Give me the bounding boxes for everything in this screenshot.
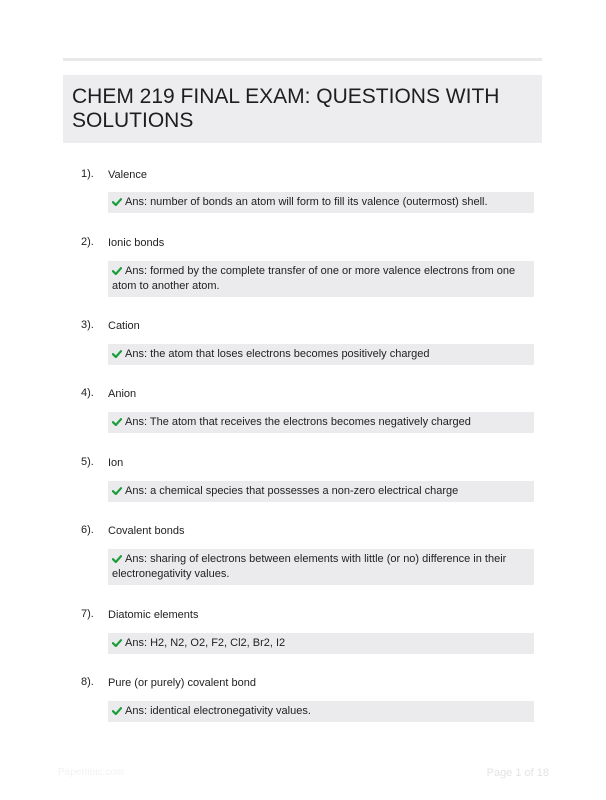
question-term: Valence bbox=[108, 169, 147, 181]
answer-text: Ans: The atom that receives the electrons becomes negatively charged bbox=[125, 416, 471, 428]
answer-text: Ans: the atom that loses electrons becomes positively charged bbox=[125, 348, 430, 360]
page-number: Page 1 of 18 bbox=[486, 767, 549, 779]
question-term: Covalent bonds bbox=[108, 525, 185, 537]
answer-text: Ans: identical electronegativity values. bbox=[125, 705, 311, 717]
answer-text: Ans: H2, N2, O2, F2, Cl2, Br2, I2 bbox=[125, 637, 286, 649]
question-term: Pure (or purely) covalent bond bbox=[108, 677, 256, 689]
question-term: Cation bbox=[108, 320, 140, 332]
answer-box bbox=[108, 261, 534, 297]
question-number: 4). bbox=[81, 387, 94, 399]
question-term: Ionic bonds bbox=[108, 237, 165, 249]
check-icon bbox=[112, 198, 122, 206]
question-number: 3). bbox=[81, 319, 94, 331]
answer-box bbox=[108, 549, 534, 585]
check-icon bbox=[112, 707, 122, 715]
question-number: 5). bbox=[81, 456, 94, 468]
question-number: 8). bbox=[81, 676, 94, 688]
page-title: CHEM 219 FINAL EXAM: QUESTIONS WITH SOLUTIONS bbox=[72, 85, 500, 132]
check-icon bbox=[112, 267, 122, 275]
answer-box bbox=[108, 701, 534, 722]
question-number: 6). bbox=[81, 524, 94, 536]
check-icon bbox=[112, 418, 122, 426]
check-icon bbox=[112, 639, 122, 647]
answer-box bbox=[108, 481, 534, 502]
answer-text: Ans: sharing of electrons between elements with little (or no) difference in their electronegativity values. bbox=[112, 553, 507, 580]
question-term: Ion bbox=[108, 457, 124, 469]
answer-box bbox=[108, 412, 534, 433]
question-term: Anion bbox=[108, 388, 137, 400]
check-icon bbox=[112, 350, 122, 358]
answer-box bbox=[108, 192, 534, 213]
check-icon bbox=[112, 555, 122, 563]
footer-site-watermark: Papertibic.com bbox=[58, 767, 125, 778]
answer-text: Ans: formed by the complete transfer of one or more valence electrons from one atom to another atom. bbox=[112, 265, 516, 292]
answer-box bbox=[108, 633, 534, 654]
question-number: 7). bbox=[81, 608, 94, 620]
question-number: 1). bbox=[81, 168, 94, 180]
question-term: Diatomic elements bbox=[108, 609, 199, 621]
check-icon bbox=[112, 487, 122, 495]
answer-text: Ans: a chemical species that possesses a non-zero electrical charge bbox=[125, 485, 459, 497]
answer-box bbox=[108, 344, 534, 365]
answer-text: Ans: number of bonds an atom will form to fill its valence (outermost) shell. bbox=[125, 196, 488, 208]
question-number: 2). bbox=[81, 236, 94, 248]
